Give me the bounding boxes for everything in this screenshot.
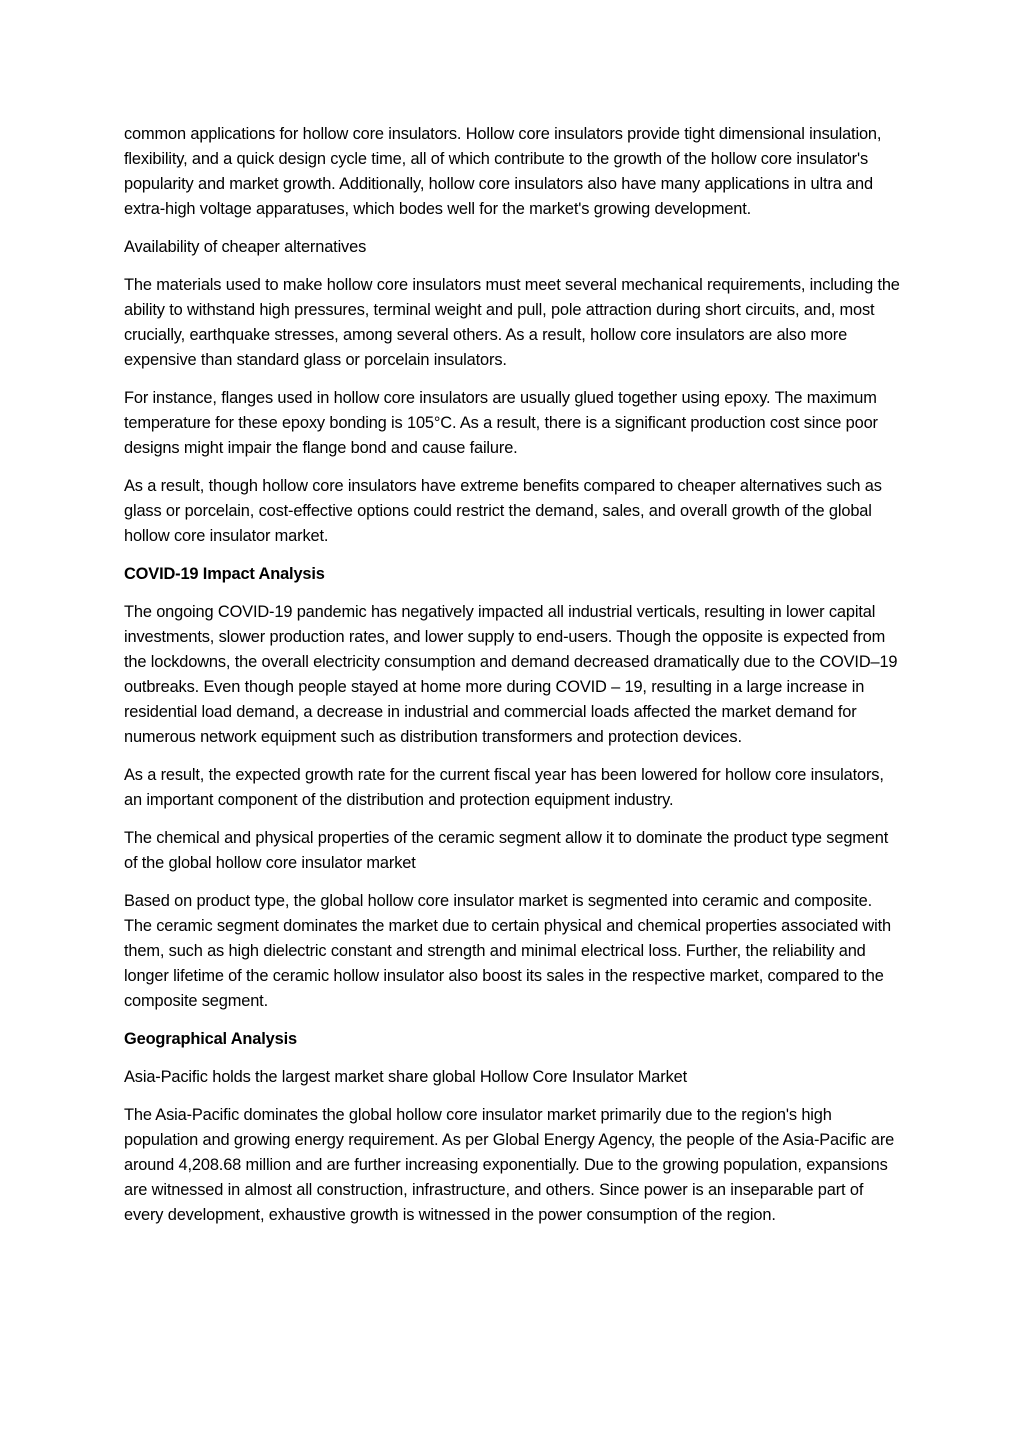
body-paragraph: As a result, the expected growth rate for the current fiscal year has been lowered for hollow core insulators, an important component of the distribution and protection equipment industry. xyxy=(124,766,884,809)
subheading-ceramic-segment: The chemical and physical properties of the ceramic segment allow it to dominate the product type segment of the global hollow core insulator market xyxy=(124,829,889,872)
body-paragraph: The materials used to make hollow core insulators must meet several mechanical requirements, including the ability to withstand high pressures, terminal weight and pull, pole attraction during short circuits, and, most crucially, earthquake stresses, among several others. As a result, hollow core insulators are also more expensive than standard glass or porcelain insulators. xyxy=(124,276,900,369)
subheading-asia-pacific: Asia-Pacific holds the largest market share global Hollow Core Insulator Market xyxy=(124,1068,687,1086)
section-heading-geographical: Geographical Analysis xyxy=(124,1030,297,1048)
body-paragraph: Based on product type, the global hollow core insulator market is segmented into ceramic and composite. The ceramic segment dominates the market due to certain physical and chemical properties associated with them, such as high dielectric constant and strength and minimal electrical loss. Further, the reliability and longer lifetime of the ceramic hollow insulator also boost its sales in the respective market, compared to the composite segment. xyxy=(124,892,891,1010)
document-page xyxy=(124,122,902,1241)
body-paragraph: For instance, flanges used in hollow core insulators are usually glued together using epoxy. The maximum temperature for these epoxy bonding is 105°C. As a result, there is a significant production cost since poor designs might impair the flange bond and cause failure. xyxy=(124,389,878,457)
section-heading-covid: COVID-19 Impact Analysis xyxy=(124,565,325,583)
body-paragraph: The Asia-Pacific dominates the global hollow core insulator market primarily due to the region's high population and growing energy requirement. As per Global Energy Agency, the people of the Asia-Pacific are around 4,208.68 million and are further increasing exponentially. Due to the growing population, expansions are witnessed in almost all construction, infrastructure, and others. Since power is an inseparable part of every development, exhaustive growth is witnessed in the power consumption of the region. xyxy=(124,1106,895,1224)
body-paragraph: The ongoing COVID-19 pandemic has negatively impacted all industrial verticals, resulting in lower capital investments, slower production rates, and lower supply to end-users. Though the opposite is expected from the lockdowns, the overall electricity consumption and demand decreased dramatically due to the COVID–19 outbreaks. Even though people stayed at home more during COVID – 19, resulting in a large increase in residential load demand, a decrease in industrial and commercial loads affected the market demand for numerous network equipment such as distribution transformers and protection devices. xyxy=(124,603,898,746)
subheading-cheaper-alternatives: Availability of cheaper alternatives xyxy=(124,238,367,256)
body-paragraph: common applications for hollow core insulators. Hollow core insulators provide tight dimensional insulation, flexibility, and a quick design cycle time, all of which contribute to the growth of the hollow core insulator's popularity and market growth. Additionally, hollow core insulators also have many applications in ultra and extra-high voltage apparatuses, which bodes well for the market's growing development. xyxy=(124,125,882,218)
body-paragraph: As a result, though hollow core insulators have extreme benefits compared to cheaper alternatives such as glass or porcelain, cost-effective options could restrict the demand, sales, and overall growth of the global hollow core insulator market. xyxy=(124,477,882,545)
